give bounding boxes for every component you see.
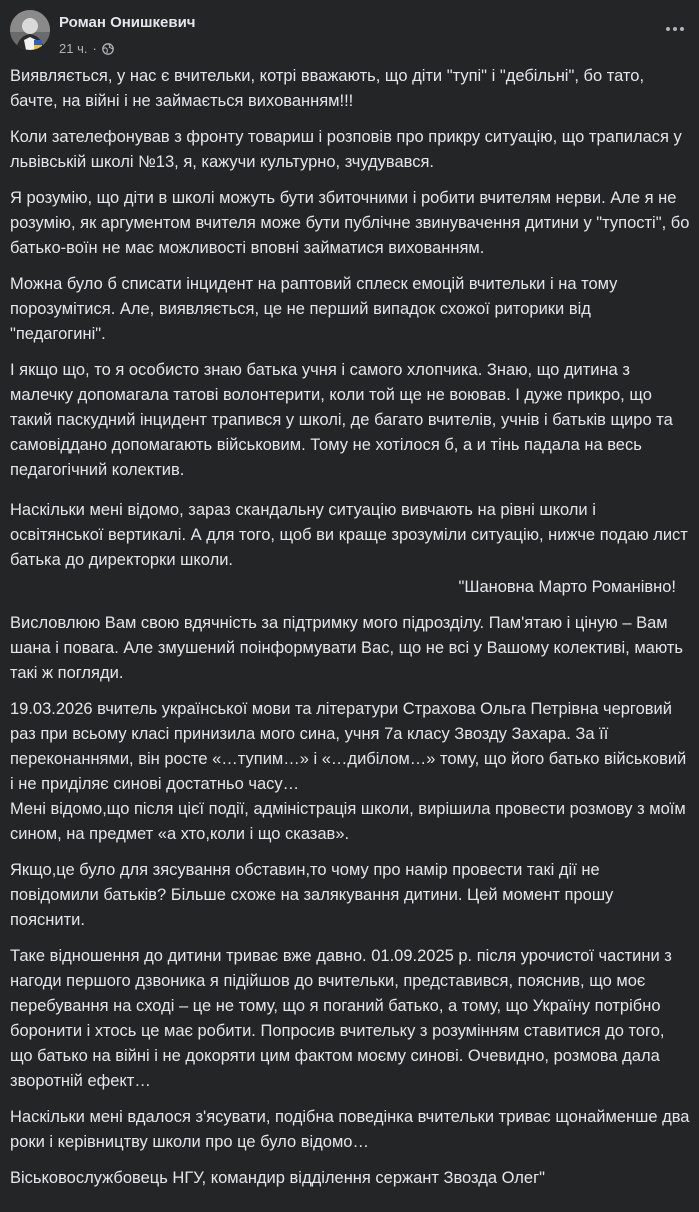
letter-paragraph: Якщо,це було для зясування обставин,то чому про намір провести такі дії не повідомили батьків? Більше схоже на залякування дитини. Цей момент прошу пояснити. (10, 861, 614, 929)
post-paragraph: Наскільки мені відомо, зараз скандальну ситуацію вивчають на рівні школи і освітянської вертикалі. А для того, щоб ви краще зрозуміли ситуацію, нижче подаю лист батька до директорки школи. (10, 501, 688, 569)
letter-signature: Віськовослужбовець НГУ, командир відділення сержант Звозда Олег" (10, 1169, 545, 1187)
post-paragraph: І якщо що, то я особисто знаю батька учня і самого хлопчика. Знаю, що дитина з малечку допомагала татові волонтерити, коли той ще не воював. І дуже прикро, що такий паскудний інцидент трапився у школі, де багато вчителів, учнів і батьків щиро та самовіддано допомагають військовим. Тому не хотілося б, а и тінь падала на весь педагогічний колектив. (10, 361, 673, 479)
post-paragraph: Я розумію, що діти в школі можуть бути збиточними і робити вчителям нерви. Але я не розумію, як аргументом вчителя може бути публічне звинувачення дитини у "тупості", бо батько-воїн не має можливості вповні займатися вихованням. (10, 189, 690, 257)
post-header (10, 10, 687, 62)
post-body (10, 64, 690, 1202)
post-paragraph: Виявляється, у нас є вчительки, котрі вважають, що діти "тупі" і "дебільні", бо тато, бачте, на війні і не займається вихованням!!! (10, 67, 645, 110)
letter-salutation: "Шановна Марто Романівно! (458, 578, 676, 596)
globe-icon (102, 43, 114, 55)
letter-paragraph: Наскільки мені вдалося з'ясувати, подібна поведінка вчительки триває щонайменше два роки і керівництву школи про це було відомо… (10, 1108, 690, 1151)
letter-paragraph: Таке відношення до дитини триває вже давно. 01.09.2025 р. після урочистої частини з нагоди першого дзвоника я підійшов до вчительки, представився, пояснив, що моє перебування на сході – це не тому, що я поганий батько, а тому, що Україну потрібно боронити і хтось це має робити. Попросив вчительку з розумінням ставитися до того, що батько на війні і не докоряти цим фактом моєму синові. Очевидно, розмова дала зворотній ефект… (10, 947, 672, 1090)
post-paragraph: Можна було б списати інцидент на раптовий сплеск емоцій вчительки і на тому порозумітися. Але, виявляється, це не перший випадок схожої риторики від "педагогині". (10, 275, 618, 343)
avatar-image (10, 10, 50, 50)
post-time[interactable]: 21 ч. (59, 41, 88, 56)
post-meta (59, 41, 114, 56)
letter-paragraph: 19.03.2026 вчитель української мови та літератури Страхова Ольга Петрівна черговий раз при всьому класі принизила мого сина, учня 7а класу Звозду Захара. За її переконаннями, він росте «…тупим…» і «…дибілом…» тому, що його батько військовий і не приділяє синові достатньо часу… Мені відомо,що після цієї події, адміністрація школи, вирішила провести розмову з моїм сином, на предмет «а хто,коли і що сказав». (10, 700, 687, 843)
post-paragraph: Коли зателефонував з фронту товариш і розповів про прикру ситуацію, що трапилася у львівській школі №13, я, кажучи культурно, зчудувався. (10, 128, 682, 171)
avatar[interactable] (10, 10, 50, 50)
author-name[interactable]: Роман Онишкевич (59, 14, 196, 31)
letter-paragraph: Висловлюю Вам свою вдячність за підтримку мого підрозділу. Пам'ятаю і ціную – Вам шана і повага. Але змушений поінформувати Вас, що не всі у Вашому колективі, мають такі ж погляди. (10, 614, 684, 682)
more-horizontal-icon (665, 19, 685, 37)
meta-separator: · (92, 41, 97, 56)
more-options-button[interactable] (663, 16, 687, 40)
